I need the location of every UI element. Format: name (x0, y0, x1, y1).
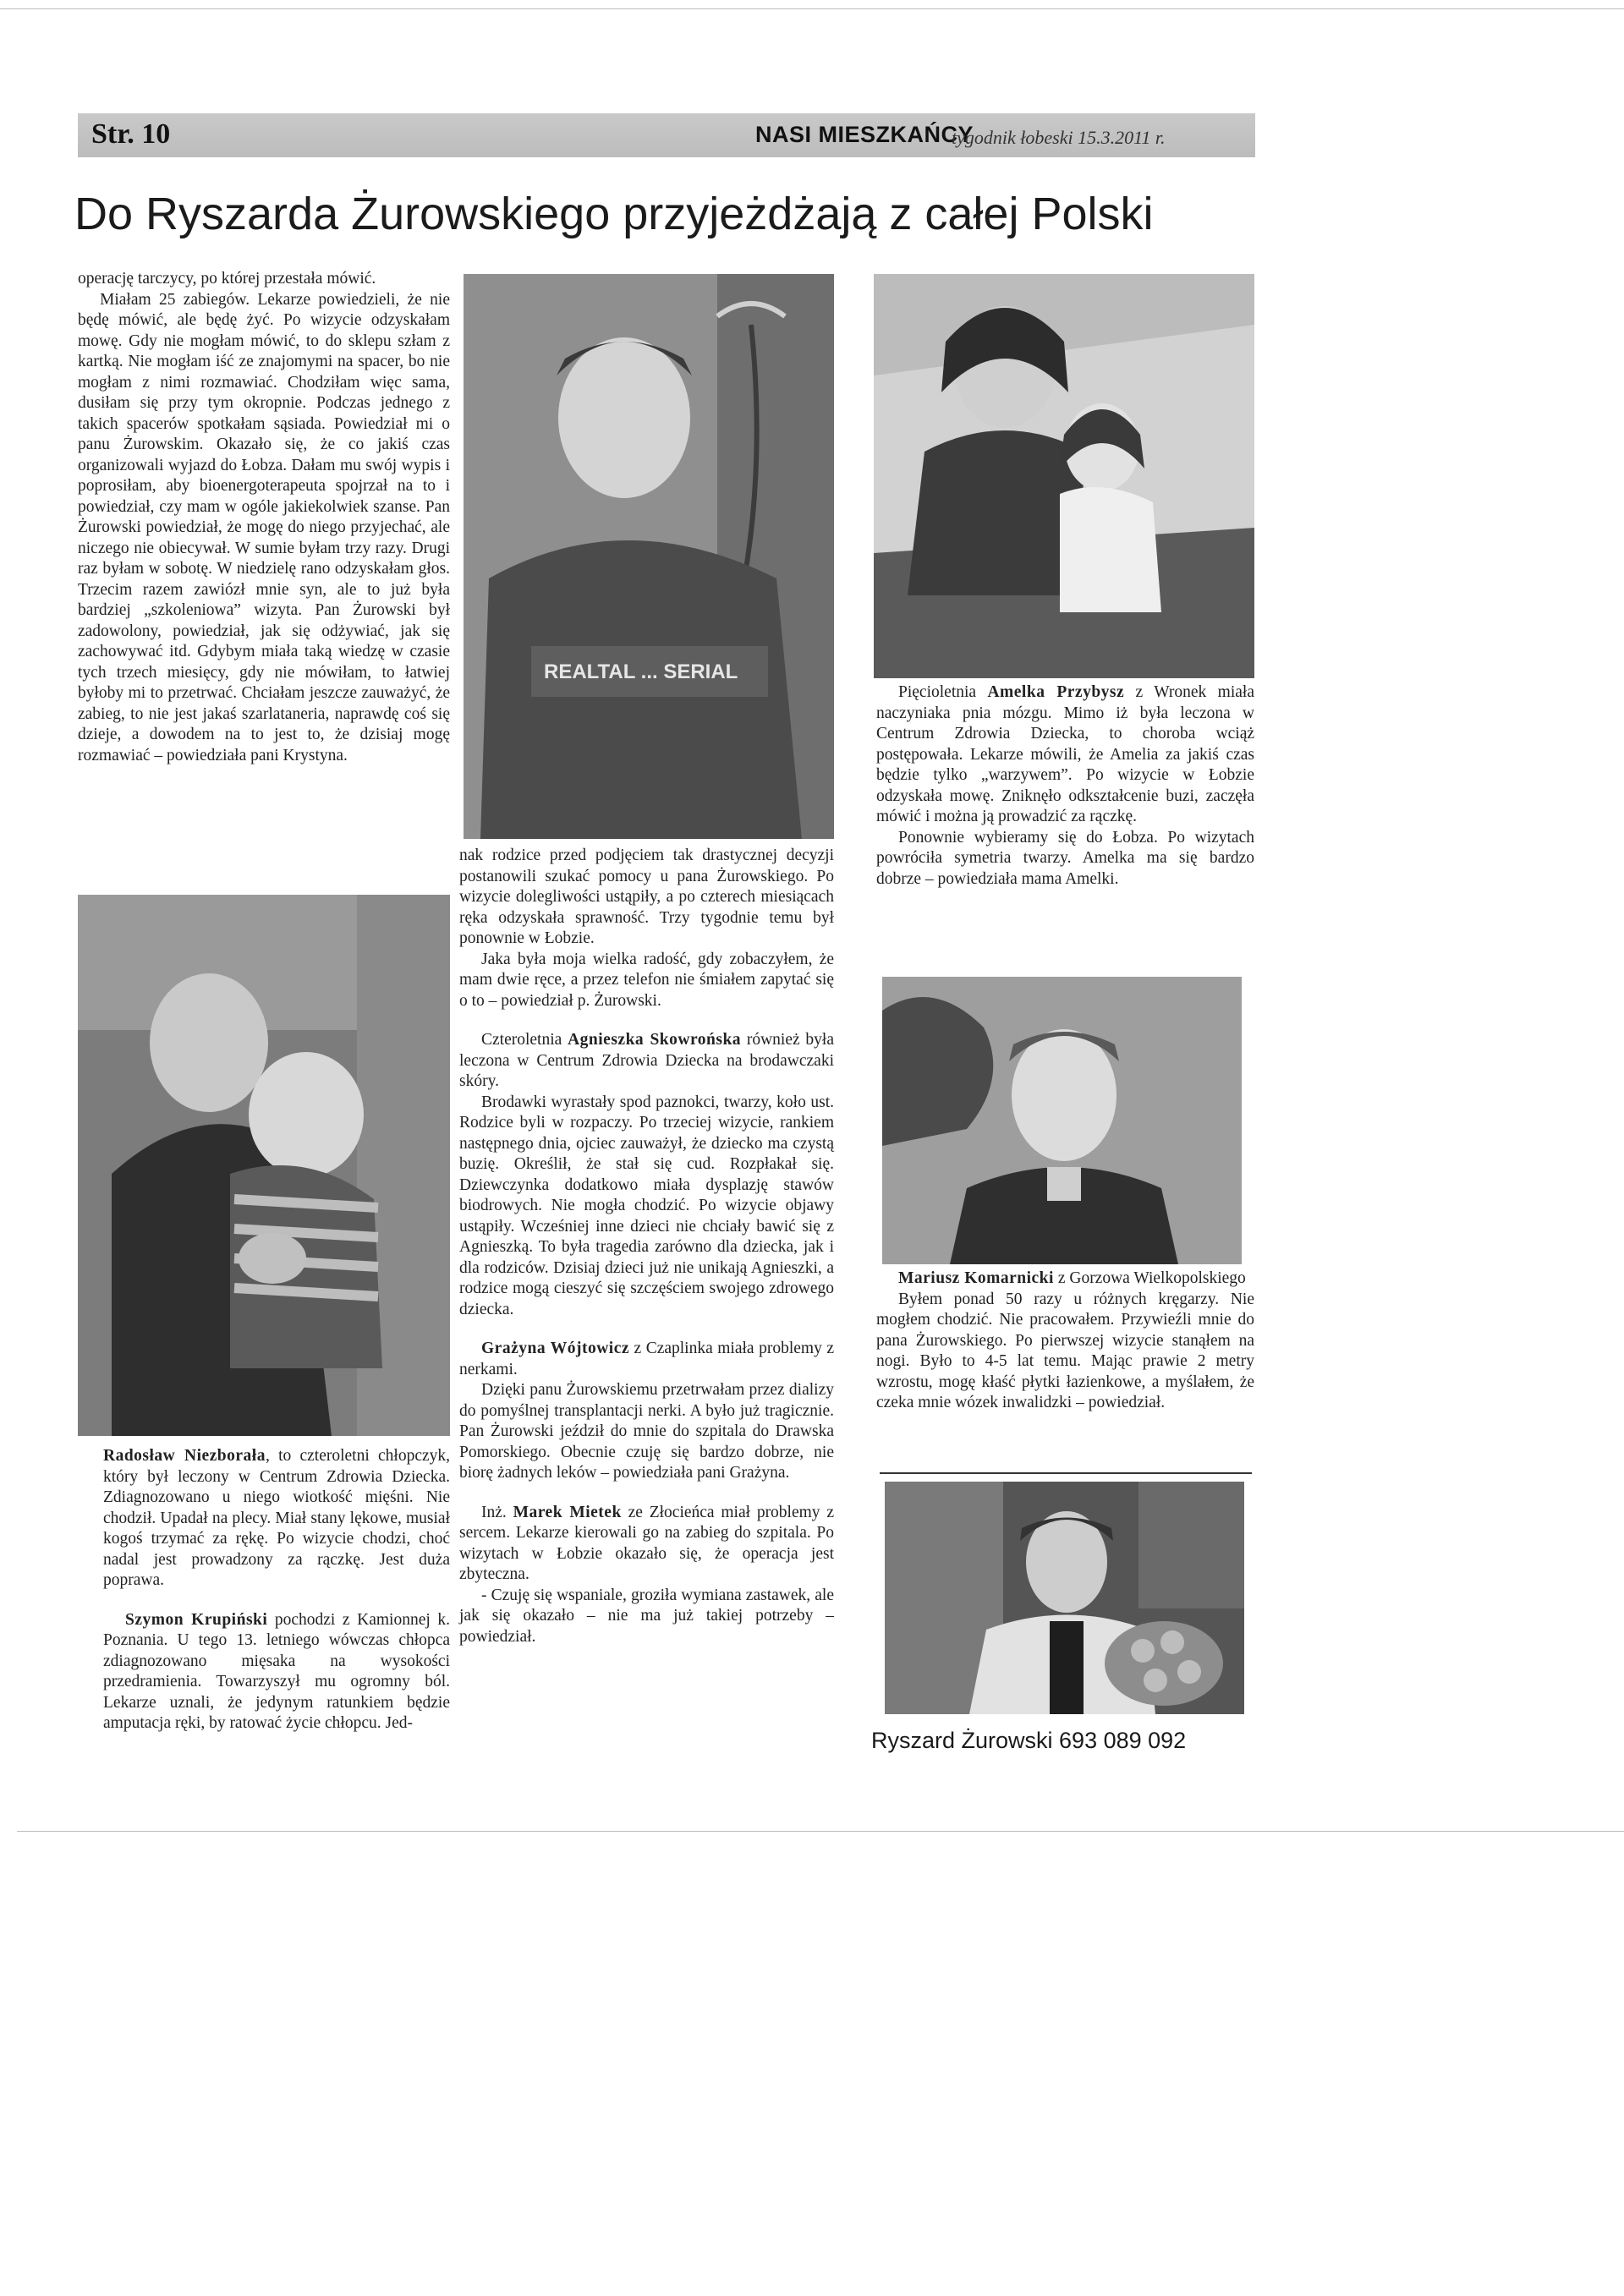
col3-amelka-paragraph (876, 682, 1254, 828)
col1-radoslaw-paragraph (103, 1446, 450, 1592)
photo-young-man (464, 274, 834, 839)
name-grazyna: Grażyna Wójtowicz (481, 1340, 630, 1357)
page-number: Str. 10 (91, 118, 171, 150)
contact-caption: Ryszard Żurowski 693 089 092 (871, 1728, 1187, 1753)
column-1-top (78, 269, 450, 766)
paper-name: tygodnik łobeski 15.3.2011 r. (952, 127, 1166, 148)
photo-healer-with-flowers (885, 1482, 1244, 1714)
section-title: NASI MIESZKAŃCY (755, 122, 974, 147)
amelka-prefix: Pięcioletnia (898, 683, 988, 701)
col2-paragraph-4: Brodawki wyrastały spod paznokci, twarzy, koło ust. Rodzice byli w rozpaczy. Po trzeciej wizycie, rankiem następnego dnia, ojciec zauważył, że dziecko ma czystą buzię. Określił, że stał się cud. Rozpłakał się. Dziewczynka dodatkowo miała dysplazję stawów biodrowych. Nie mogła chodzić. Po wizycie objawy ustąpiły. Wcześniej inne dzieci nie chciały bawić się z Agnieszką. To była tragedia zarówno dla dziecka, jak i dla rodziców. Dzisiaj dzieci już nie unikają Agnieszki, a rodzice mogą cieszyć się szczęściem swojego zdrowego dziecka. (459, 1093, 834, 1318)
col1-paragraph-1: operację tarczycy, po której przestała mówić. (78, 270, 376, 288)
marek-prefix: Inż. (481, 1503, 513, 1521)
name-mariusz: Mariusz Komarnicki (898, 1269, 1054, 1287)
name-marek: Marek Mietek (513, 1503, 622, 1521)
column-3-divider (880, 1472, 1252, 1474)
name-amelka: Amelka Przybysz (987, 683, 1125, 701)
grazyna-text: z Czaplinka miała problemy z nerkami. (459, 1340, 834, 1378)
agnieszka-prefix: Czteroletnia (481, 1031, 568, 1049)
radoslaw-text: , to czteroletni chłopczyk, który był leczony w Centrum Zdrowia Dziecka. Zdiagnozowano u niego wiotkość mięśni. Nie chodził. Upadał na plecy. Miał stany lękowe, musiał kogoś trzymać za rękę. Po wizycie chodzi, choć nadal jest prowadzony za rączkę. Jest duża poprawa. (103, 1447, 450, 1589)
amelka-text: z Wronek miała naczyniaka pnia mózgu. Mimo iż była leczona w Centrum Zdrowia Dziecka, to choroba wciąż postępowała. Lekarze mówili, że Amelia za jakiś czas będzie tylko „warzywem”. Po wizycie w Łobzie odzyskała mowę. Zniknęło odkształcenie buzi, zaczęła mówić i można ją prowadzić za rączkę. (876, 683, 1254, 825)
photo-mariusz (882, 977, 1242, 1264)
column-3-top (876, 682, 1254, 890)
scan-edge-top (0, 8, 1624, 9)
col3-paragraph-2: Ponownie wybieramy się do Łobza. Po wizytach powróciła symetria twarzy. Amelka ma się bardzo dobrze – powiedziała mama Amelki. (876, 828, 1254, 888)
photo-amelka (874, 274, 1254, 678)
col2-paragraph-1: nak rodzice przed podjęciem tak drastycznej decyzji postanowili szukać pomocy u pana Żurowskiego. Po wizycie dolegliwości ustąpiły, a po czterech miesiącach ręka odzyskała sprawność. Trzy tygodnie temu był ponownie w Łobzie. (459, 847, 834, 947)
marek-text: ze Złocieńca miał problemy z sercem. Lekarze kierowali go na zabieg do szpitala. Po wizytach w Łobzie okazało się, że operacja jest zbyteczna. (459, 1503, 834, 1583)
col1-szymon-paragraph (103, 1610, 450, 1734)
name-szymon: Szymon Krupiński (125, 1610, 268, 1629)
col2-agnieszka-paragraph (459, 1030, 834, 1093)
column-3-middle (876, 1269, 1254, 1414)
name-agnieszka: Agnieszka Skowrońska (568, 1031, 742, 1049)
photo-ryszard-zurowski (885, 1482, 1244, 1714)
col2-paragraph-6: Dzięki panu Żurowskiemu przetrwałam przez dializy do pomyślnej transplantacji nerki. A było już tragicznie. Pan Żurowski jeździł do mnie do szpitala do Drawska Pomorskiego. Obecnie czuję się bardzo dobrze, nie biorę żadnych leków – powiedziała pani Grażyna. (459, 1381, 834, 1482)
agnieszka-text: również była leczona w Centrum Zdrowia Dziecka na brodawczaki skóry. (459, 1031, 834, 1090)
scan-edge-bottom (17, 1831, 1624, 1832)
name-radoslaw: Radosław Niezborała (103, 1447, 266, 1465)
col2-paragraph-2: Jaka była moja wielka radość, gdy zobaczyłem, że mam dwie ręce, a przez telefon nie śmiałem zapytać się o to – powiedział p. Żurowski. (459, 950, 834, 1010)
col1-paragraph-2: Miałam 25 zabiegów. Lekarze powiedzieli, że nie będę mówić, ale będę żyć. Po wizycie odzyskałam mowę. Gdy nie mogłam mówić, to do sklepu szłam z kartką. Nie mogłam iść ze znajomymi na spacer, bo nie mogłam z nimi rozmawiać. Chodziłam więc sama, dusiłam się przy tym okropnie. Podczas jednego z takich spacerów spotkałam sąsiada. Powiedział mi o panu Żurowskim. Okazało się, że co jakiś czas organizowali wyjazd do Łobza. Dałam mu swój wypis i poprosiłam, aby bioenergoterapeuta spojrzał na to i powiedział, czy mam w ogóle jakiekolwiek szanse. Pan Żurowski powiedział, że mogę do niego przyjechać, ale niczego nie obiecywał. W sumie byłam trzy razy. Drugi raz byłam w sobotę. W niedzielę rano odzyskałam głos. Trzecim razem zawiózł mnie syn, ale to już była bardziej „szkoleniowa” wizyta. Pan Żurowski był zadowolony, powiedział, jak się odżywiać, jak się zachowywać itd. Gdybym miała taką wiedzę w czasie tych trzech miesięcy, gdy nie mówiłam, to łatwiej byłoby mi to przetrwać. Chciałam jeszcze zauważyć, że zabieg, to nie jest jakaś szarlataneria, naprawdę coś się dzieje, a dowodem na to jest to, że dzisiaj mogę rozmawiać – powiedziała pani Krystyna. (78, 290, 450, 764)
photo-middle-aged-man (882, 977, 1242, 1264)
column-2 (459, 846, 834, 1647)
photo-man-with-child (78, 895, 450, 1436)
col3-mariusz-paragraph (876, 1269, 1254, 1290)
photo-szymon (464, 274, 834, 839)
photo-radoslaw (78, 895, 450, 1436)
col2-marek-paragraph (459, 1503, 834, 1586)
col2-grazyna-paragraph (459, 1339, 834, 1380)
col3-paragraph-4: Byłem ponad 50 razy u różnych kręgarzy. Nie mogłem chodzić. Nie pracowałem. Przywieźli mnie do pana Żurowskiego. Po pierwszej wizycie stanąłem na nogi. Było to 4-5 lat temu. Mając prawie 2 metry wzrostu, mogę kłaść płytki łazienkowe, a myślałem, że czeka mnie wózek inwalidzki – powiedział. (876, 1290, 1254, 1411)
szymon-text: pochodzi z Kamionnej k. Poznania. U tego 13. letniego wówczas chłopca zdiagnozowano mięsaka na wysokości przedramienia. Towarzyszył mu ogromny ból. Lekarze uznali, że jedynym ratunkiem będzie amputacja ręki, by ratować życie chłopcu. Jed- (103, 1610, 451, 1732)
sweater-print-text: REALTAL ... SERIAL (544, 660, 738, 683)
mariusz-text: z Gorzowa Wielkopolskiego (1053, 1269, 1246, 1287)
column-1-bottom (103, 1446, 450, 1734)
headline: Do Ryszarda Żurowskiego przyjeżdżają z całej Polski (74, 189, 1154, 239)
col2-paragraph-8: - Czuję się wspaniale, groziła wymiana zastawek, ale jak się okazało – nie ma już takiej potrzeby – powiedział. (459, 1586, 834, 1646)
photo-mother-and-daughter (874, 274, 1254, 678)
